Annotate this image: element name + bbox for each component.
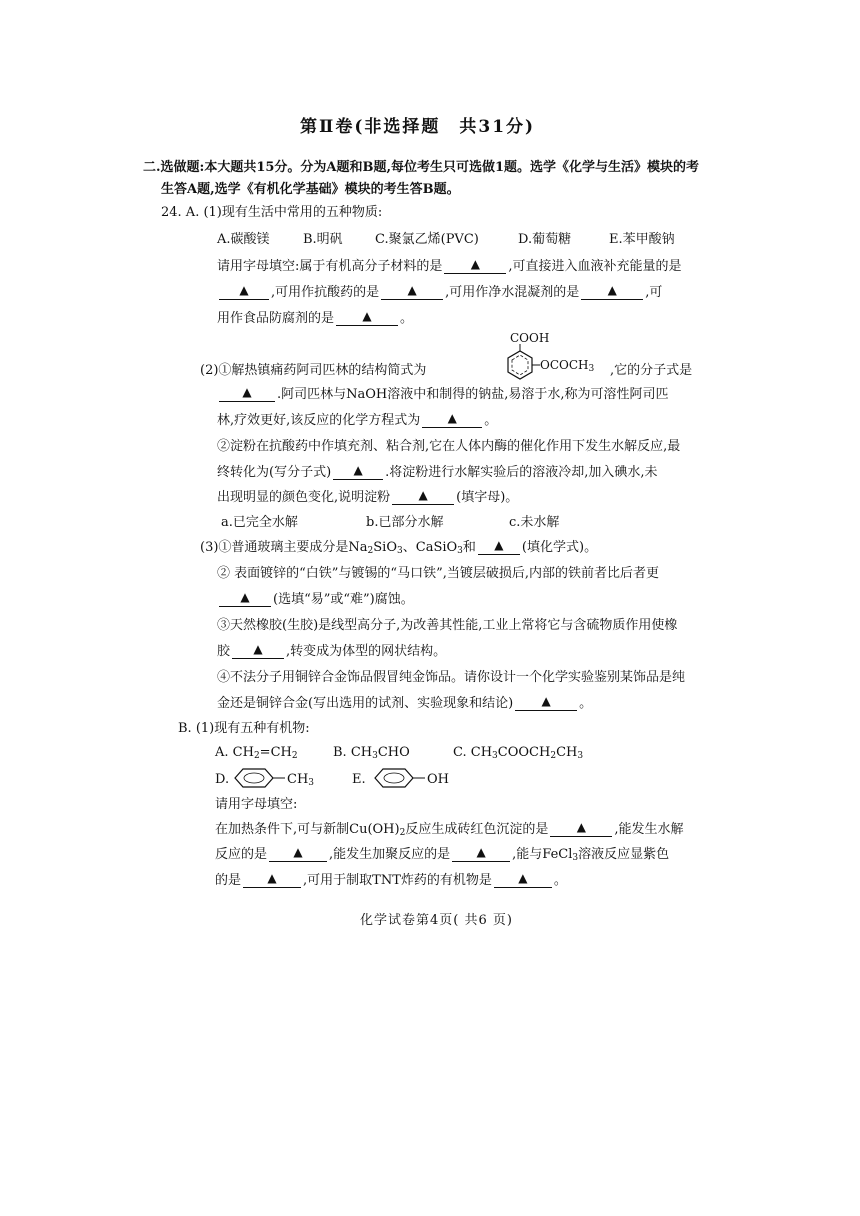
answer-blank[interactable]: [392, 488, 454, 505]
option-e-label: E.: [352, 772, 366, 787]
q24a-part2-line-5: 终转化为(写分子式) ▲ .将淀粉进行水解实验后的溶液冷却,加入碘水,未: [217, 463, 658, 480]
option-b: B.明矾: [303, 232, 343, 247]
answer-blank[interactable]: [515, 694, 577, 711]
section-intro-line-2: 生答A题,选学《有机化学基础》模块的考生答B题。: [161, 182, 460, 197]
triangle-marker-icon: ▲: [293, 845, 303, 859]
answer-blank[interactable]: [269, 845, 327, 862]
answer-blank[interactable]: [219, 590, 271, 607]
triangle-marker-icon: ▲: [362, 309, 372, 323]
page-footer: 化学试卷第4页( 共6 页): [360, 913, 513, 928]
answer-blank[interactable]: [219, 385, 275, 402]
q24b-options-row-2: [215, 769, 535, 793]
answer-blank[interactable]: [336, 309, 398, 326]
triangle-marker-icon: ▲: [518, 871, 528, 885]
option-c: C.聚氯乙烯(PVC): [375, 232, 479, 247]
option-b-small: b.已部分水解: [366, 515, 444, 530]
triangle-marker-icon: ▲: [267, 871, 277, 885]
q24a-part3-line-1: (3)①普通玻璃主要成分是$Na_2SiO_3$、CaSiO$_3$和 ▲ (填化学式)。: [200, 538, 598, 556]
aspirin-cooh-label: COOH: [510, 331, 550, 345]
answer-blank[interactable]: [333, 463, 383, 480]
q24b-heading: B. (1)现有五种有机物:: [178, 721, 310, 736]
triangle-marker-icon: ▲: [242, 385, 252, 399]
q24a-part2-line-1: (2)①解热镇痛药阿司匹林的结构简式为: [200, 363, 427, 378]
option-d: D.葡萄糖: [518, 232, 572, 247]
answer-blank[interactable]: [550, 820, 612, 837]
triangle-marker-icon: ▲: [470, 257, 480, 271]
q24a-part3-line-5: 胶 ▲ ,转变成为体型的网状结构。: [217, 642, 447, 659]
option-a: A.碳酸镁: [217, 232, 270, 247]
q24a-fill-line-3: 用作食品防腐剂的是 ▲ 。: [217, 309, 414, 326]
answer-blank[interactable]: [422, 411, 482, 428]
option-d-label: D.: [215, 772, 230, 787]
triangle-marker-icon: ▲: [418, 488, 428, 502]
triangle-marker-icon: ▲: [447, 411, 457, 425]
option-b-acetaldehyde: B. $CH_3CHO$: [333, 745, 410, 761]
answer-blank[interactable]: [381, 283, 443, 300]
triangle-marker-icon: ▲: [607, 283, 617, 297]
phenol-ring-icon: [369, 765, 429, 791]
q24b-fill-line-1: 在加热条件下,可与新制$Cu(OH)_2$反应生成砖红色沉淀的是 ▲ ,能发生水解: [215, 820, 684, 838]
aspirin-ococh3-label: $OCOCH_3$: [540, 358, 595, 374]
q24a-part2-line-2: ▲ .阿司匹林与NaOH溶液中和制得的钠盐,易溶于水,称为可溶性阿司匹: [217, 386, 669, 404]
answer-blank[interactable]: [581, 283, 643, 300]
option-a-ethene: A. $CH_2=CH_2$: [215, 745, 298, 761]
option-a-small: a.已完全水解: [221, 515, 298, 530]
triangle-marker-icon: ▲: [407, 283, 417, 297]
q24b-fill-line-3: 的是 ▲ ,可用于制取TNT炸药的有机物是 ▲ 。: [215, 871, 567, 888]
q24a-part1-heading: 24. A. (1)现有生活中常用的五种物质:: [161, 205, 383, 220]
answer-blank[interactable]: [232, 642, 284, 659]
toluene-ring-icon: [229, 765, 289, 791]
q24a-part2-line-1b: ,它的分子式是: [610, 363, 693, 378]
q24b-fill-heading: 请用字母填空:: [215, 797, 298, 812]
q24a-part2-line-6: 出现明显的颜色变化,说明淀粉 ▲ (填字母)。: [217, 488, 519, 505]
triangle-marker-icon: ▲: [494, 538, 504, 552]
answer-blank[interactable]: [243, 871, 301, 888]
toluene-methyl-label: $CH_3$: [287, 772, 315, 788]
q24b-fill-line-2: 反应的是 ▲ ,能发生加聚反应的是 ▲ ,能与FeCl$_3$溶液反应显紫色: [215, 845, 670, 863]
q24a-part3-line-7: 金还是铜锌合金(写出选用的试剂、实验现象和结论) ▲ 。: [217, 694, 593, 711]
answer-blank[interactable]: [444, 257, 506, 274]
phenol-oh-label: OH: [427, 772, 449, 787]
triangle-marker-icon: ▲: [253, 642, 263, 656]
triangle-marker-icon: ▲: [541, 694, 551, 708]
answer-blank[interactable]: [452, 845, 510, 862]
option-c-small: c.未水解: [509, 515, 560, 530]
answer-blank[interactable]: [219, 283, 269, 300]
triangle-marker-icon: ▲: [239, 283, 249, 297]
q24a-fill-line-2: ▲ ,可用作抗酸药的是 ▲ ,可用作净水混凝剂的是 ▲ ,可: [217, 284, 662, 302]
section-intro-line-1: 二.选做题:本大题共15分。分为A题和B题,每位考生只可选做1题。选学《化学与生活》模块的考: [143, 160, 700, 175]
triangle-marker-icon: ▲: [476, 845, 486, 859]
q24a-part2-line-4: ②淀粉在抗酸药中作填充剂、粘合剂,它在人体内酶的催化作用下发生水解反应,最: [217, 439, 681, 454]
aspirin-structure: [490, 332, 610, 392]
triangle-marker-icon: ▲: [353, 463, 363, 477]
page-title: 第Ⅱ卷(非选择题 共31分): [300, 117, 536, 137]
q24a-part3-line-3: ▲ (选填“易”或“难”)腐蚀。: [217, 591, 414, 609]
triangle-marker-icon: ▲: [576, 820, 586, 834]
answer-blank[interactable]: [494, 871, 552, 888]
answer-blank[interactable]: [478, 538, 520, 555]
option-c-ethyl-acetate: C. $CH_3COOCH_2CH_3$: [453, 745, 584, 761]
q24a-part2-line-3: 林,疗效更好,该反应的化学方程式为 ▲ 。: [217, 411, 498, 428]
triangle-marker-icon: ▲: [240, 590, 250, 604]
q24a-fill-line-1: 请用字母填空:属于有机高分子材料的是 ▲ ,可直接进入血液补充能量的是: [217, 257, 682, 274]
q24a-part3-line-6: ④不法分子用铜锌合金饰品假冒纯金饰品。请你设计一个化学实验鉴别某饰品是纯: [217, 670, 686, 685]
q24a-part3-line-2: ② 表面镀锌的“白铁”与镀锡的“马口铁”,当镀层破损后,内部的铁前者比后者更: [217, 566, 659, 581]
q24a-part3-line-4: ③天然橡胶(生胶)是线型高分子,为改善其性能,工业上常将它与含硫物质作用使橡: [217, 618, 678, 633]
option-e: E.苯甲酸钠: [609, 232, 675, 247]
